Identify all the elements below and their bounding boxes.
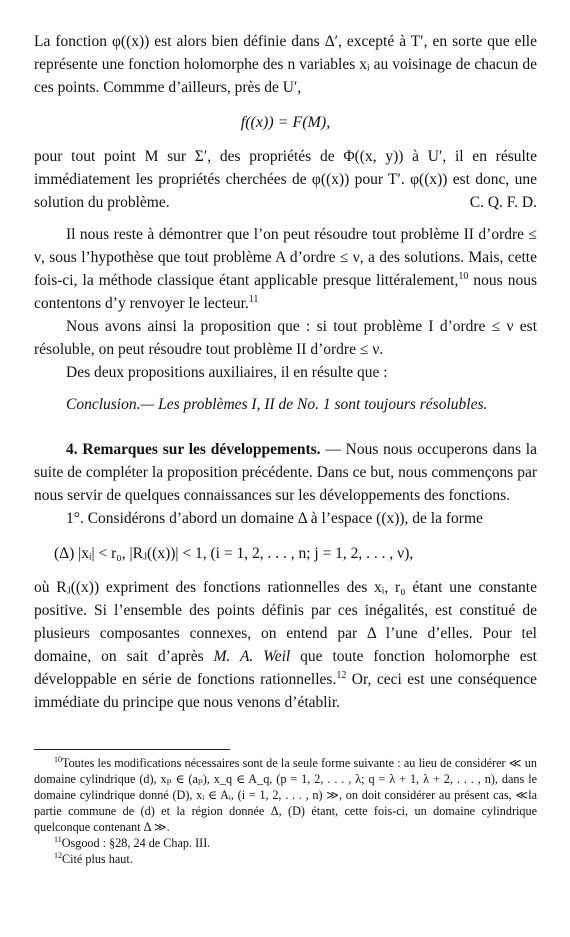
- domain-definition: (Δ) |xᵢ| < r₀, |Rⱼ((x))| < 1, (i = 1, 2, . . . , n; j = 1, 2, . . . , ν),: [54, 545, 414, 562]
- footnote-ref-12[interactable]: 12: [336, 670, 347, 681]
- paragraph-1: La fonction φ((x)) est alors bien définie dans Δ′, excepté à T′, en sorte que elle représente une fonction holomorphe des n variables xᵢ au voisinage de chacun de ces points. Commme d’ailleurs, près de U′,: [34, 33, 537, 96]
- footnote-10-text: Toutes les modifications nécessaires sont de la seule forme suivante : au lieu de considérer ≪ un domaine cylindrique (d), xₚ ∈ (aₚ), x_q ∈ A_q, (p = 1, 2, . . . , λ; q = λ + 1, λ + 2, . . . , n), dans le domaine cylindrique donné (D), xᵢ ∈ Aᵢ, (i = 1, 2, . . . , n) ≫, on doit considérer au présent cas, ≪la partie commune de (d) et la région donnée Δ, (D) étant, cette fois-ci, un domaine cylindrique quelconque contenant Δ ≫.: [34, 756, 537, 834]
- footnote-10: [34, 755, 537, 835]
- paragraph-5: Des deux propositions auxiliaires, il en résulte que :: [66, 364, 388, 381]
- qed-mark: C. Q. F. D.: [469, 194, 537, 211]
- author-weil: M. A. Weil: [213, 648, 291, 665]
- section-title: 4. Remarques sur les développements.: [66, 441, 321, 458]
- footnote-rule: [34, 749, 230, 750]
- paragraph-8-text-c: Or, ceci est une conséquence immédiate du principe que nous venons d’établir.: [34, 671, 537, 711]
- footnote-11-text: Osgood : §28, 24 de Chap. III.: [61, 836, 211, 850]
- footnote-12: [34, 851, 537, 867]
- paragraph-2: [34, 145, 537, 214]
- footnote-12-mark: 12: [54, 851, 62, 860]
- paragraph-8-text-a: où Rⱼ((x)) expriment des fonctions rationnelles des xᵢ, r₀ étant une constante positive. Si l’ensemble des points définis par ces inégalités, est constitué de plusieurs composantes connexes, on entend par Δ l’une d’elles. Pour tel domaine, on sait d’après: [34, 579, 537, 665]
- section-4: [34, 438, 537, 507]
- paragraph-4: Nous avons ainsi la proposition que : si tout problème I d’ordre ≤ ν est résoluble, on peut résoudre tout problème II d’ordre ≤ ν.: [34, 318, 537, 358]
- footnote-ref-10[interactable]: 10: [458, 271, 469, 282]
- paragraph-3-text: Il nous reste à démontrer que l’on peut résoudre tout problème II d’ordre ≤ ν, sous l’hypothèse que tout problème A d’ordre ≤ ν, a des solutions. Mais, cette fois-ci, la méthode classique étant applicable presque littéralement,: [34, 226, 537, 289]
- conclusion: Conclusion.— Les problèmes I, II de No. 1 sont toujours résolubles.: [66, 396, 488, 413]
- paragraph-8: [34, 576, 537, 714]
- paragraph-8-text-b: que toute fonction holomorphe est développable en série de fonctions rationnelles.: [34, 648, 537, 688]
- footnote-12-text: Cité plus haut.: [62, 852, 133, 866]
- footnote-10-mark: 10: [54, 755, 62, 764]
- section-intro: — Nous nous occuperons dans la suite de compléter la proposition précédente. Dans ce but, nous commençons par nous servir de quelques connaissances sur les développements des fonctions.: [34, 441, 537, 504]
- formula-f-equals-F: f((x)) = F(M),: [240, 114, 331, 131]
- footnote-11: [34, 835, 537, 851]
- paragraph-3-tail: nous nous contentons d’y renvoyer le lecteur.: [34, 272, 537, 312]
- page: [34, 30, 537, 867]
- paragraph-3: [34, 223, 537, 315]
- paragraph-7: 1°. Considérons d’abord un domaine Δ à l’espace ((x)), de la forme: [66, 510, 483, 527]
- paragraph-2-text: pour tout point M sur Σ′, des propriétés de Φ((x, y)) à U′, il en résulte immédiatement les propriétés cherchées de φ((x)) pour T′. φ((x)) est donc, une solution du problème.: [34, 148, 537, 211]
- footnote-11-mark: 11: [54, 835, 62, 844]
- footnote-ref-11[interactable]: 11: [248, 294, 259, 305]
